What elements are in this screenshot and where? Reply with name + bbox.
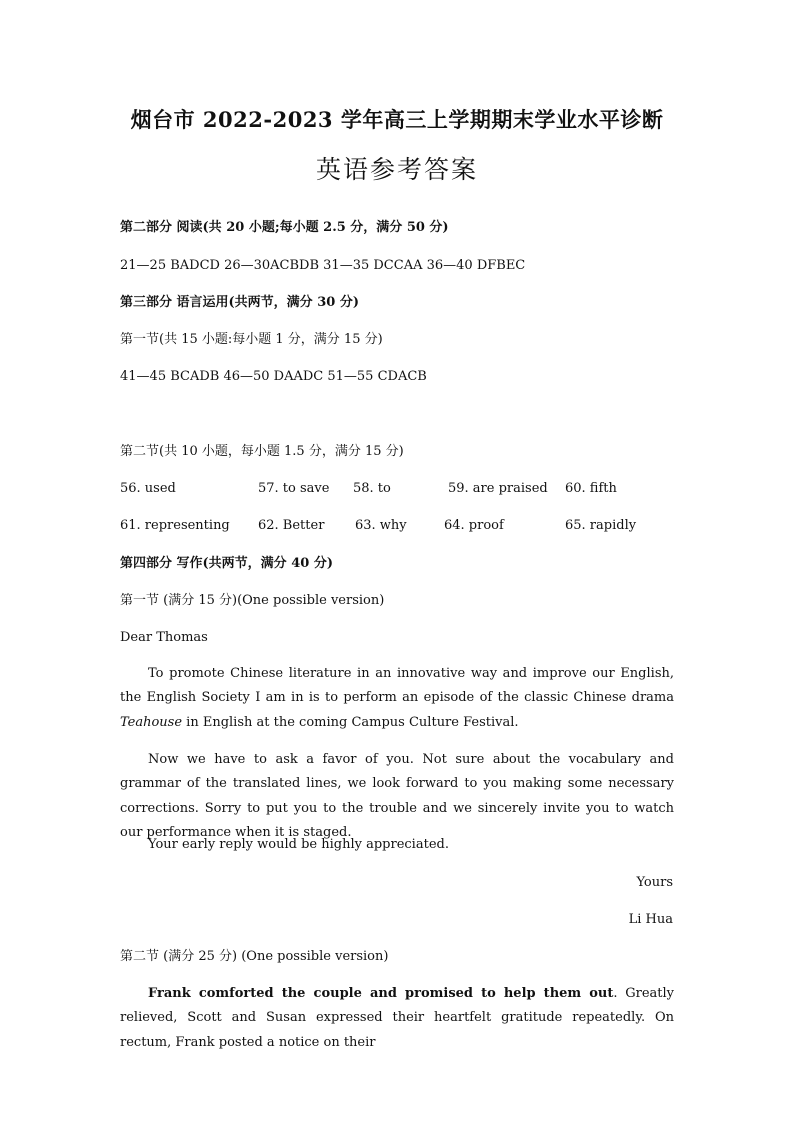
answer-item: 63. why <box>355 518 407 533</box>
answer-item: 65. rapidly <box>565 518 637 533</box>
part2-answers: 21—25 BADCD 26—30ACBDB 31—35 DCCAA 36—40 DFBEC <box>120 258 526 273</box>
page-title: 烟台市 2022-2023 学年高三上学期期末学业水平诊断 <box>130 107 664 132</box>
answer-item: 60. fifth <box>565 481 617 496</box>
answer-item: 61. representing <box>120 518 230 533</box>
letter-closing: Yours <box>636 875 673 890</box>
part4-section1-heading: 第一节 (满分 15 分)(One possible version) <box>120 593 385 608</box>
answer-item: 58. to <box>353 481 391 496</box>
answer-item: 59. are praised <box>448 481 548 496</box>
letter-greeting: Dear Thomas <box>120 630 208 645</box>
answer-item: 57. to save <box>258 481 330 496</box>
answer-item: 56. used <box>120 481 176 496</box>
part3-section2-heading: 第二节(共 10 小题，每小题 1.5 分，满分 15 分) <box>120 444 404 459</box>
letter-paragraph-1: To promote Chinese literature in an innovative way and improve our English, the English Society I am in is to perform an episode of the classic Chinese drama Teahouse in English at the coming Campus Culture Festival. <box>120 666 674 730</box>
letter-paragraph-2: Now we have to ask a favor of you. Not sure about the vocabulary and grammar of the translated lines, we look forward to you making some necessary corrections. Sorry to put you to the trouble and we sincerely invite you to watch our performance when it is staged. <box>120 752 674 841</box>
letter-paragraph-3: Your early reply would be highly appreciated. <box>148 837 449 852</box>
answer-item: 62. Better <box>258 518 325 533</box>
part2-heading: 第二部分 阅读(共 20 小题;每小题 2.5 分，满分 50 分) <box>120 220 449 235</box>
story-paragraph: Frank comforted the couple and promised to help them out. Greatly relieved, Scott and Susan expressed their heartfelt gratitude repeatedly. On rectum, Frank posted a notice on their <box>120 986 674 1050</box>
letter-signature: Li Hua <box>628 912 673 927</box>
answer-item: 64. proof <box>444 518 504 533</box>
part4-section2-heading: 第二节 (满分 25 分) (One possible version) <box>120 949 389 964</box>
part3-section1-heading: 第一节(共 15 小题:每小题 1 分，满分 15 分) <box>120 332 383 347</box>
page-subtitle: 英语参考答案 <box>315 155 478 184</box>
part4-heading: 第四部分 写作(共两节，满分 40 分) <box>120 556 333 571</box>
part3-heading: 第三部分 语言运用(共两节，满分 30 分) <box>120 295 359 310</box>
part3-section1-answers: 41—45 BCADB 46—50 DAADC 51—55 CDACB <box>120 369 427 384</box>
